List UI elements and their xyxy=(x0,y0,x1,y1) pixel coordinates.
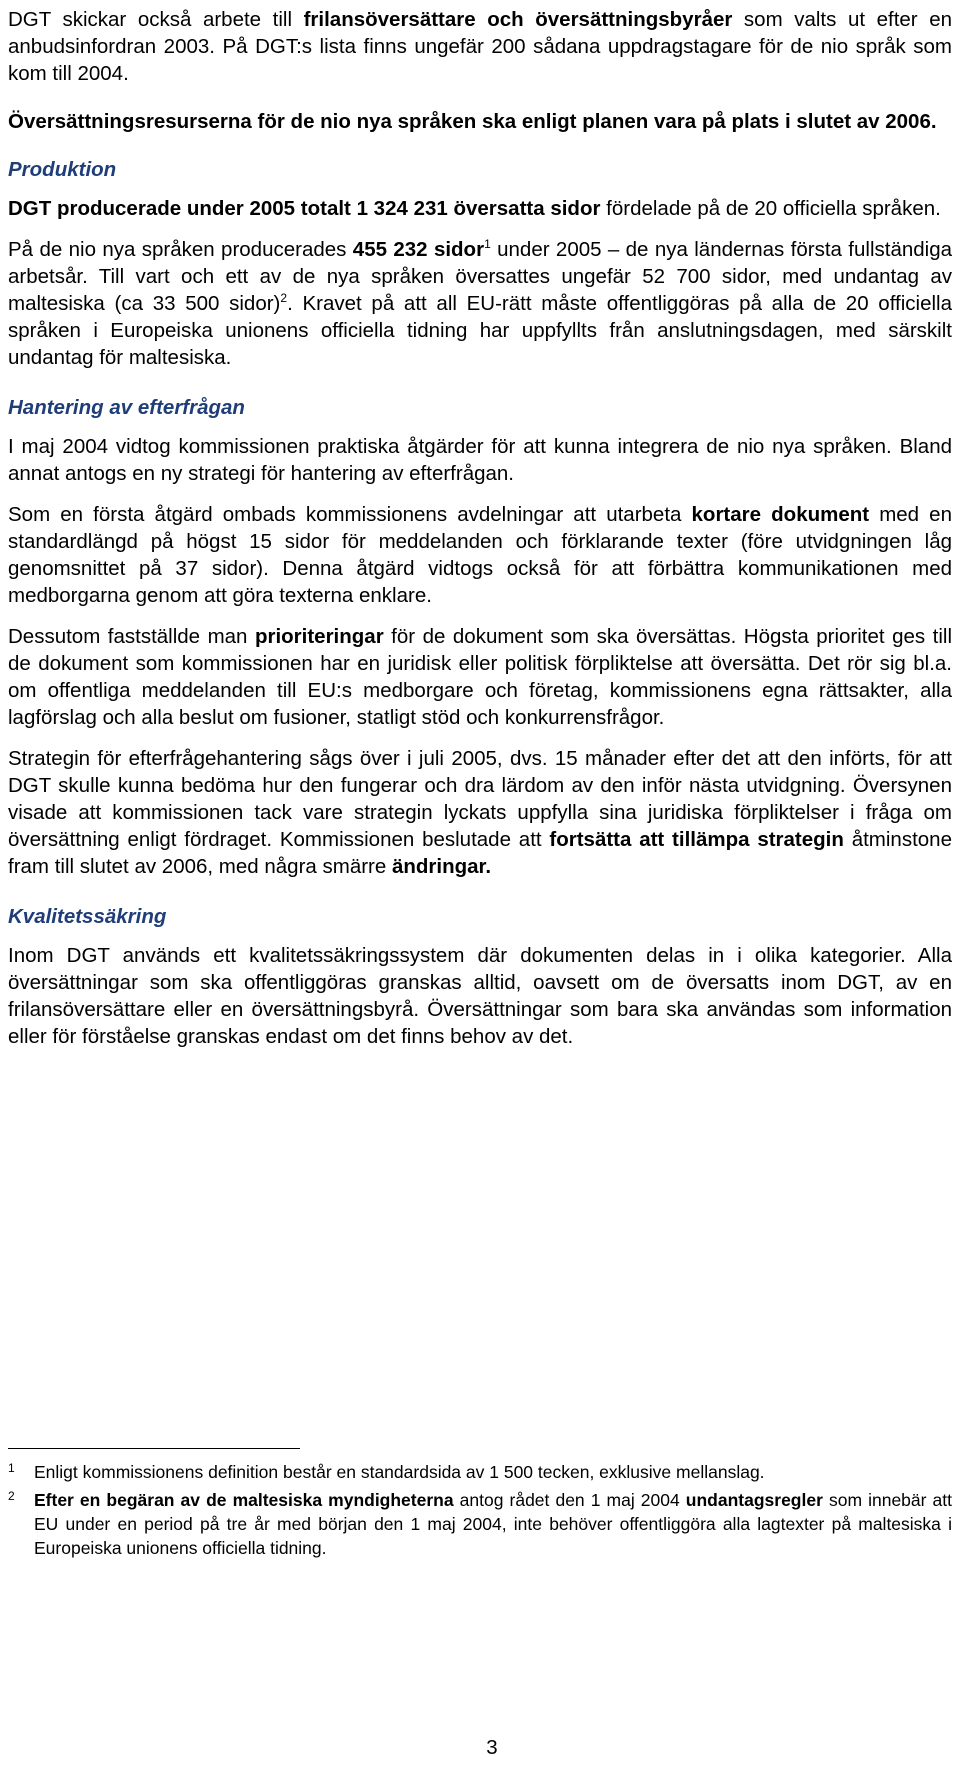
footnote-separator xyxy=(8,1448,300,1449)
text-run: Strategin för efterfrågehantering sågs över i juli 2005, dvs. 15 månader efter det att den införts, för att DGT skulle kunna bedöma hur den fungerar och dra lärdom av den inför nästa utvidgning. Översynen visade att kommissionen tack vare strategin lyckats uppfylla sina juridiska förpliktelser i fråga om översättning enligt fördraget. Kommissionen beslutade att xyxy=(8,747,952,851)
bold-text: 455 232 sidor xyxy=(352,238,485,261)
footnote-text: Enligt kommissionens definition består en standardsida av 1 500 tecken, exklusive mellanslag. xyxy=(34,1462,765,1482)
bold-text: undantagsregler xyxy=(685,1490,823,1510)
text-run: Som en första åtgärd ombads kommissionens avdelningar att utarbeta xyxy=(8,503,692,526)
paragraph-priorities xyxy=(8,623,952,731)
text-run: för de dokument som ska översättas. Högsta prioritet ges till de dokument som kommissionen har en juridisk eller politisk förpliktelse att översätta. Det rör sig bl.a. om offentliga meddelanden till EU:s medborgare och företag, kommissionens egna rättsakter, alla lagförslag och alla beslut om fusioner, statligt stöd och konkurrensfrågor. xyxy=(8,625,953,729)
footnotes xyxy=(8,1460,952,1560)
text-run: antog rådet den 1 maj 2004 xyxy=(453,1490,686,1510)
bold-text: frilansöversättare och översättningsbyråer xyxy=(303,8,733,31)
text-run: med en standardlängd på högst 15 sidor för meddelanden och förklarande texter (före utvidgningen låg genomsnittet på 37 sidor). Denna åtgärd vidtogs också för att förbättra kommunikationen med medborgarna genom att göra texterna enklare. xyxy=(8,503,952,607)
footnote-2 xyxy=(8,1488,952,1560)
paragraph-demand-measures: I maj 2004 vidtog kommissionen praktiska åtgärder för att kunna integrera de nio nya språken. Bland annat antogs en ny strategi för hantering av efterfrågan. xyxy=(8,435,952,485)
paragraph-production-total xyxy=(8,195,952,222)
text-run: På de nio nya språken producerades xyxy=(8,238,353,261)
footnote-number: 1 xyxy=(8,1461,15,1475)
paragraph-freelance xyxy=(8,6,952,87)
page-number-text: 3 xyxy=(486,1736,498,1759)
text-run: DGT skickar också arbete till xyxy=(8,8,304,31)
paragraph-strategy-review xyxy=(8,745,952,880)
footnote-ref-2[interactable]: 2 xyxy=(280,291,288,306)
document-page xyxy=(8,0,953,1759)
text-run: åtminstone fram till slutet av 2006, med några smärre xyxy=(8,828,952,878)
bold-text: ändringar. xyxy=(391,855,492,878)
heading-kvalitet: Kvalitetssäkring xyxy=(8,905,167,928)
bold-text: DGT producerade under 2005 totalt 1 324 231 översatta sidor xyxy=(8,197,601,220)
bold-text: kortare dokument xyxy=(691,503,870,526)
paragraph-quality: Inom DGT används ett kvalitetssäkringssystem där dokumenten delas in i olika kategorier. Alla översättningar som ska offentliggöras granskas alltid, oavsett om de översatts inom DGT, av en frilansöversättare eller en översättningsbyrå. Översättningar som bara ska användas som information eller för förståelse granskas endast om det finns behov av det. xyxy=(8,944,952,1048)
text-run: Dessutom fastställde man xyxy=(8,625,255,648)
footnote-number: 2 xyxy=(8,1489,15,1503)
text-run: under 2005 – de nya ländernas första fullständiga arbetsår. Till vart och ett av de nya språken översattes ungefär 52 700 sidor, med undantag av maltesiska (ca 33 500 sidor) xyxy=(8,238,952,315)
text-run: som valts ut efter en anbudsinfordran 2003. På DGT:s lista finns ungefär 200 sådana uppdragstagare för de nio språk som kom till 2004. xyxy=(8,8,953,85)
text-run: fördelade på de 20 officiella språken. xyxy=(600,197,941,220)
heading-produktion: Produktion xyxy=(8,158,117,181)
page-number xyxy=(8,1736,952,1760)
bold-text: fortsätta att tillämpa strategin xyxy=(549,828,844,851)
text-run: . Kravet på att all EU-rätt måste offentliggöras på alla de 20 officiella språken i Europeiska unionens officiella tidning har uppfyllts från anslutningsdagen, med särskilt undantag för maltesiska. xyxy=(8,292,952,369)
paragraph-new-languages xyxy=(8,236,952,371)
footnote-1 xyxy=(8,1460,952,1484)
text-run: som innebär att EU under en period på tre år med början den 1 maj 2004, inte behöver offentliggöra alla lagtexter på maltesiska i Europeiska unionens officiella tidning. xyxy=(34,1490,952,1558)
paragraph-shorter-documents xyxy=(8,501,952,609)
paragraph-resources: Översättningsresurserna för de nio nya språken ska enligt planen vara på plats i slutet av 2006. xyxy=(8,110,937,133)
heading-hantering: Hantering av efterfrågan xyxy=(8,396,245,419)
bold-text: Efter en begäran av de maltesiska myndigheterna xyxy=(34,1490,454,1510)
footnote-ref-1[interactable]: 1 xyxy=(484,237,491,252)
bold-text: prioriteringar xyxy=(254,625,384,648)
